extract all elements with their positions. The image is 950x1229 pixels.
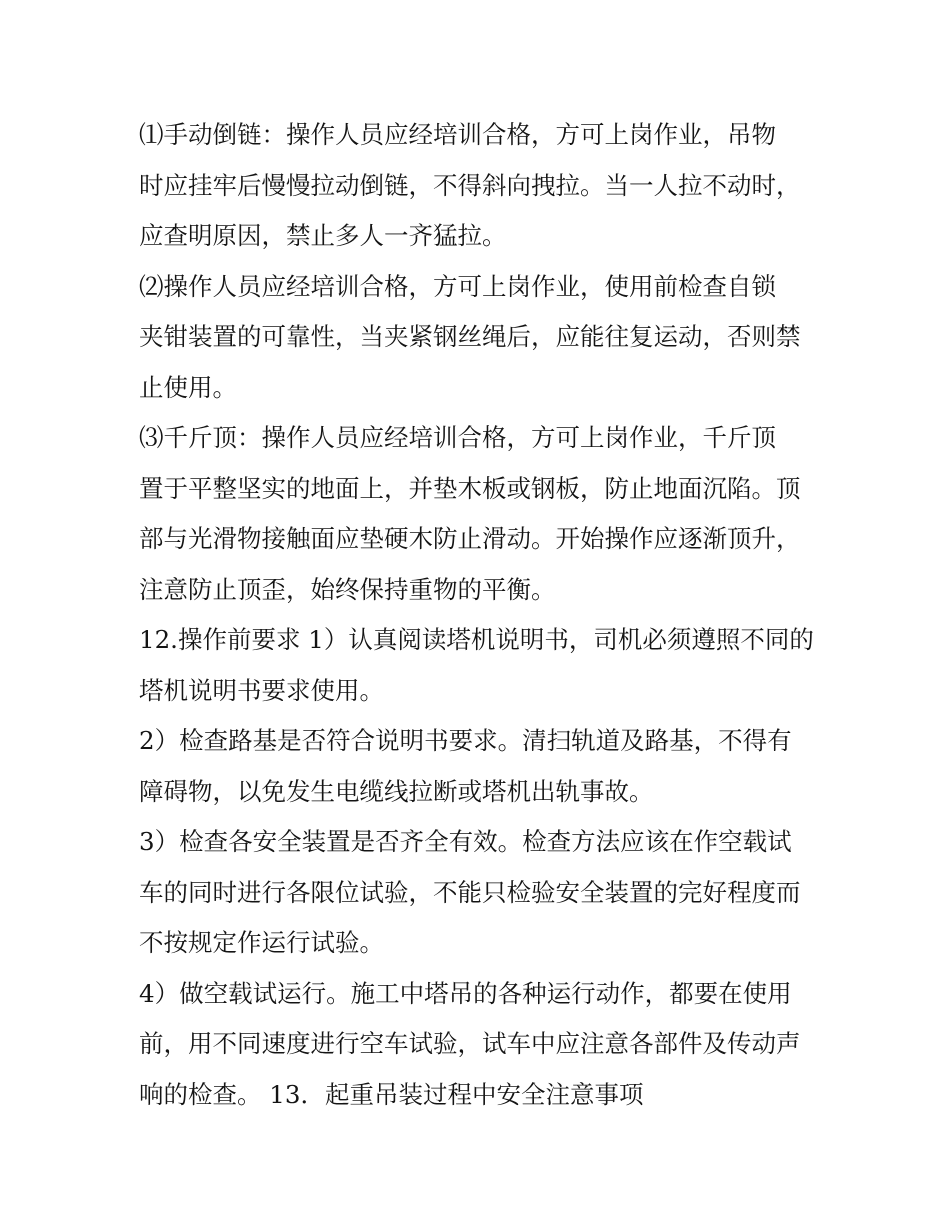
text-line: 置于平整坚实的地面上，并垫木板或钢板，防止地面沉陷。顶 [139,473,801,503]
text-line: 响的检查。 13．起重吊装过程中安全注意事项 [139,1079,644,1109]
text-line: 夹钳装置的可靠性，当夹紧钢丝绳后，应能往复运动，否则禁 [139,322,801,351]
text-line: 4）做空载试运行。施工中塔吊的各种运行动作，都要在使用 [139,978,792,1008]
text-line: 塔机说明书要求使用。 [139,675,384,705]
text-line: 注意防止顶歪，始终保持重物的平衡。 [139,574,556,604]
text-line: 不按规定作运行试验。 [139,928,384,957]
text-line: 止使用。 [139,372,237,402]
text-line: 时应挂牢后慢慢拉动倒链，不得斜向拽拉。当一人拉不动时， [139,170,801,200]
text-line: 应查明原因，禁止多人一齐猛拉。 [139,221,507,250]
text-line: 障碍物，以免发生电缆线拉断或塔机出轨事故。 [139,776,654,806]
text-line: 前，用不同速度进行空车试验，试车中应注意各部件及传动声 [139,1029,801,1058]
text-line: 2）检查路基是否符合说明书要求。清扫轨道及路基，不得有 [139,726,792,755]
text-line: 部与光滑物接触面应垫硬木防止滑动。开始操作应逐渐顶升， [139,524,801,553]
text-line: 3）检查各安全装置是否齐全有效。检查方法应该在作空载试 [139,827,792,856]
text-line: ⑴手动倒链：操作人员应经培训合格，方可上岗作业，吊物 [139,120,776,149]
text-line: ⑶千斤顶：操作人员应经培训合格，方可上岗作业，千斤顶 [139,423,776,452]
text-line: ⑵操作人员应经培训合格，方可上岗作业，使用前检查自锁 [139,271,776,301]
text-line: 12.操作前要求 1）认真阅读塔机说明书，司机必须遵照不同的 [139,625,814,654]
text-line: 车的同时进行各限位试验，不能只检验安全装置的完好程度而 [139,877,801,907]
document-body [139,110,819,1120]
